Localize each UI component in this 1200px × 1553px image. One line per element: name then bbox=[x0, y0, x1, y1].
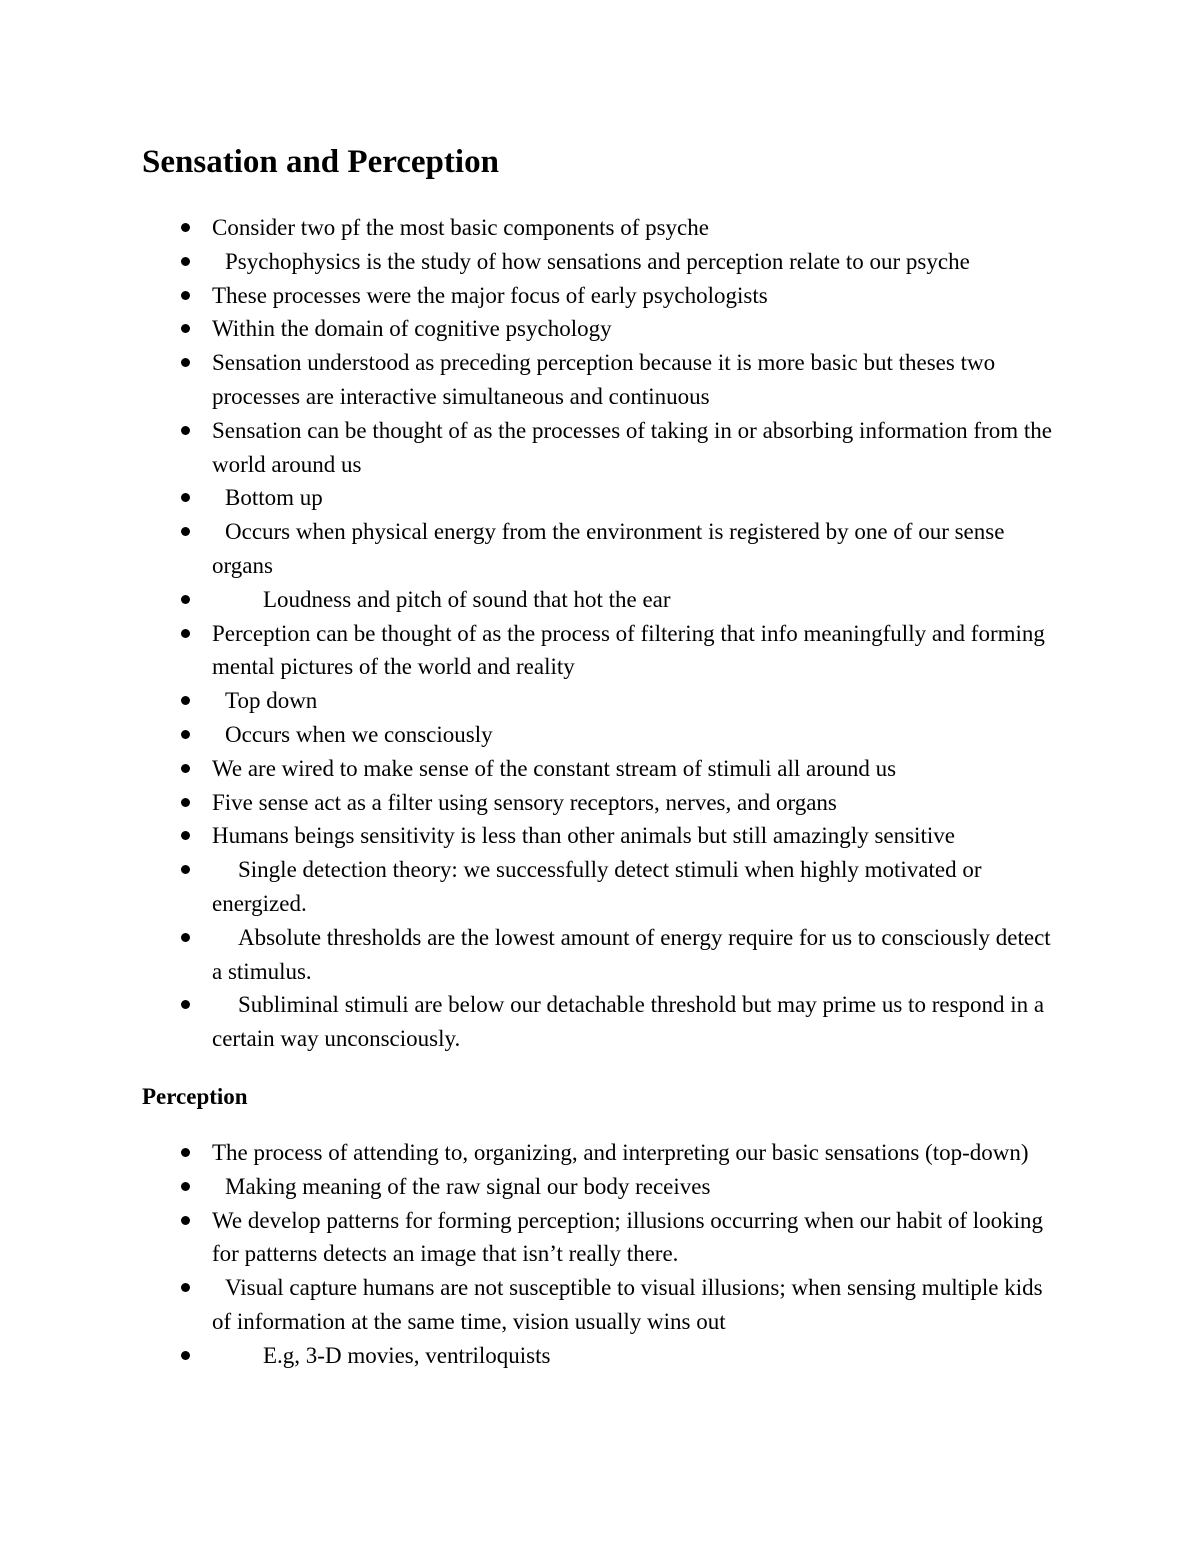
list-item-text: Subliminal stimuli are below our detachable threshold but may prime us to respond in a certain way unconsciously. bbox=[212, 992, 1045, 1052]
list-item bbox=[0, 346, 1062, 414]
list-item-text: Sensation understood as preceding perception because it is more basic but theses two processes are interactive simultaneous and continuous bbox=[212, 350, 996, 409]
bullet-icon bbox=[181, 595, 190, 604]
list-item-text: Occurs when we consciously bbox=[225, 721, 493, 747]
list-item-text: Loudness and pitch of sound that hot the ear bbox=[263, 586, 671, 612]
list-item-text: Within the domain of cognitive psychology bbox=[212, 316, 612, 342]
list-item bbox=[0, 988, 1062, 1056]
list-item bbox=[0, 1136, 1062, 1170]
list-item bbox=[0, 684, 1062, 718]
bullet-icon bbox=[181, 358, 190, 367]
bullet-icon bbox=[181, 1182, 190, 1191]
list-item-text: Consider two pf the most basic components of psyche bbox=[212, 215, 709, 240]
list-item-text: The process of attending to, organizing, and interpreting our basic sensations (top-down) bbox=[212, 1140, 1029, 1165]
list-item-text: Five sense act as a filter using sensory receptors, nerves, and organs bbox=[212, 789, 837, 815]
list-item-text: Psychophysics is the study of how sensations and perception relate to our psyche bbox=[225, 248, 970, 274]
list-item bbox=[0, 414, 1062, 482]
list-item-text: E.g, 3-D movies, ventriloquists bbox=[263, 1342, 551, 1368]
list-item-text: Absolute thresholds are the lowest amount of energy require for us to consciously detect a stimulus. bbox=[212, 924, 1051, 984]
list-item bbox=[0, 245, 1062, 279]
list-item bbox=[0, 1204, 1062, 1272]
list-item-text: Occurs when physical energy from the environment is registered by one of our sense organs bbox=[212, 519, 1005, 578]
bullet-icon bbox=[181, 426, 190, 435]
list-item-text: Making meaning of the raw signal our body receives bbox=[225, 1173, 711, 1199]
bullet-icon bbox=[181, 933, 190, 942]
list-item bbox=[0, 211, 1062, 245]
bullet-icon bbox=[181, 730, 190, 739]
section-heading: Perception bbox=[142, 1084, 248, 1109]
list-item bbox=[0, 583, 1062, 617]
bullet-icon bbox=[181, 257, 190, 266]
list-item bbox=[0, 921, 1062, 989]
bullet-icon bbox=[181, 1216, 190, 1225]
bullet-icon bbox=[181, 831, 190, 840]
list-item bbox=[0, 279, 1062, 313]
bullet-icon bbox=[181, 1283, 190, 1292]
bullet-icon bbox=[181, 527, 190, 536]
list-item-text: Perception can be thought of as the process of filtering that info meaningfully and forming mental pictures of the world and reality bbox=[212, 620, 1045, 680]
list-item-text: Top down bbox=[225, 688, 318, 714]
list-item bbox=[0, 819, 1062, 853]
bullet-icon bbox=[181, 798, 190, 807]
bullet-icon bbox=[181, 493, 190, 502]
bullet-icon bbox=[181, 291, 190, 300]
bullet-icon bbox=[181, 629, 190, 638]
list-item bbox=[0, 786, 1062, 820]
list-item-text: Bottom up bbox=[225, 485, 323, 511]
bullet-icon bbox=[181, 223, 190, 232]
list-item bbox=[0, 752, 1062, 786]
list-item bbox=[0, 515, 1062, 583]
list-item-text: Visual capture humans are not susceptible to visual illusions; when sensing multiple kids of information at the same time, vision usually wins out bbox=[212, 1275, 1043, 1334]
list-item-text: These processes were the major focus of early psychologists bbox=[212, 282, 768, 308]
bullet-icon bbox=[181, 324, 190, 333]
perception-bullet-list bbox=[0, 1136, 1062, 1373]
bullet-icon bbox=[181, 764, 190, 773]
list-item bbox=[0, 617, 1062, 685]
page-title: Sensation and Perception bbox=[142, 144, 499, 180]
list-item-text: We develop patterns for forming perception; illusions occurring when our habit of looking for patterns detects an image that isn’t really there. bbox=[212, 1207, 1044, 1267]
bullet-icon bbox=[181, 1148, 190, 1157]
list-item bbox=[0, 1339, 1062, 1373]
list-item bbox=[0, 481, 1062, 515]
list-item-text: Sensation can be thought of as the processes of taking in or absorbing information from the world around us bbox=[212, 417, 1052, 477]
list-item-text: We are wired to make sense of the constant stream of stimuli all around us bbox=[212, 755, 897, 781]
list-item bbox=[0, 1271, 1062, 1339]
list-item-text: Humans beings sensitivity is less than other animals but still amazingly sensitive bbox=[212, 823, 955, 849]
list-item bbox=[0, 853, 1062, 921]
list-item bbox=[0, 1170, 1062, 1204]
list-item bbox=[0, 312, 1062, 346]
list-item-text: Single detection theory: we successfully detect stimuli when highly motivated or energized. bbox=[212, 857, 982, 916]
sensation-bullet-list bbox=[0, 211, 1062, 1056]
bullet-icon bbox=[181, 1000, 190, 1009]
list-item bbox=[0, 718, 1062, 752]
bullet-icon bbox=[181, 1351, 190, 1360]
bullet-icon bbox=[181, 696, 190, 705]
bullet-icon bbox=[181, 865, 190, 874]
